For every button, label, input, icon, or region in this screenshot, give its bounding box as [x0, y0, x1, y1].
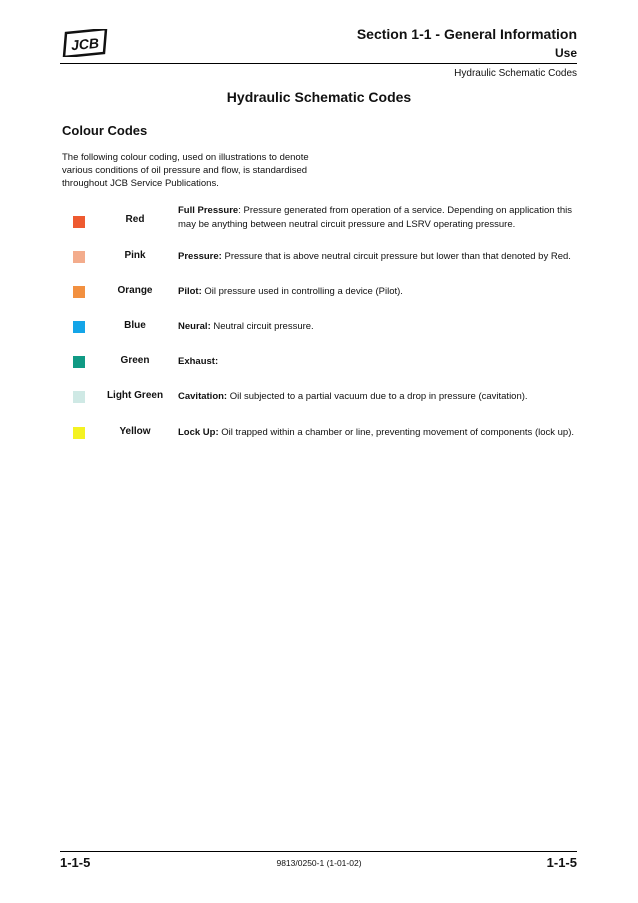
svg-text:JCB: JCB — [70, 34, 100, 54]
colour-description — [178, 355, 582, 369]
colour-description: Full Pressure: Pressure generated from operation of a service. Depending on application this may be anything between neutral circuit pressure and LSRV operating pressure. — [178, 205, 572, 230]
section-header: Section 1-1 - General Information — [356, 26, 577, 42]
colour-name: Red — [125, 214, 145, 225]
orange-swatch — [73, 286, 85, 298]
colour-description: Cavitation: Oil subjected to a partial vacuum due to a drop in pressure (cavitation). — [178, 391, 528, 402]
yellow-swatch — [73, 427, 85, 439]
publication-number: 9813/0250-1 (1-01-02) — [276, 858, 362, 868]
colour-term: Exhaust: — [178, 356, 219, 367]
colour-name: Blue — [124, 320, 146, 331]
colour-term: Full Pressure — [178, 205, 239, 216]
colour-name: Light Green — [106, 390, 164, 401]
light-green-swatch — [73, 391, 85, 403]
section-heading: Colour Codes — [62, 123, 148, 138]
use-label: Use — [554, 46, 577, 60]
colour-term: Neural: — [178, 321, 211, 332]
header-subtitle: Hydraulic Schematic Codes — [454, 68, 577, 79]
page-number-right: 1-1-5 — [546, 855, 577, 870]
colour-description: Pilot: Oil pressure used in controlling a device (Pilot). — [178, 286, 403, 297]
colour-name: Yellow — [119, 426, 151, 437]
green-swatch — [73, 356, 85, 368]
intro-paragraph: The following colour coding, used on illustrations to denote various conditions of oil pressure and flow, is standardised throughout JCB Service Publications. — [62, 152, 309, 189]
colour-name: Pink — [124, 250, 146, 261]
red-swatch — [73, 216, 85, 228]
colour-term: Lock Up: — [178, 427, 219, 438]
footer-divider — [60, 851, 577, 852]
jcb-logo — [60, 29, 110, 57]
colour-description: Lock Up: Oil trapped within a chamber or line, preventing movement of components (lock up). — [178, 427, 575, 438]
colour-name: Green — [120, 355, 150, 366]
page-title: Hydraulic Schematic Codes — [226, 89, 412, 105]
colour-description: Neural: Neutral circuit pressure. — [178, 321, 314, 332]
colour-term: Pressure: — [178, 251, 222, 262]
pink-swatch — [73, 251, 85, 263]
colour-term: Cavitation: — [178, 391, 228, 402]
colour-description: Pressure: Pressure that is above neutral circuit pressure but lower than that denoted by Red. — [178, 251, 571, 262]
colour-name: Orange — [117, 285, 153, 296]
colour-term: Pilot: — [178, 286, 202, 297]
page-number-left: 1-1-5 — [60, 855, 91, 870]
header-divider — [60, 63, 577, 64]
blue-swatch — [73, 321, 85, 333]
